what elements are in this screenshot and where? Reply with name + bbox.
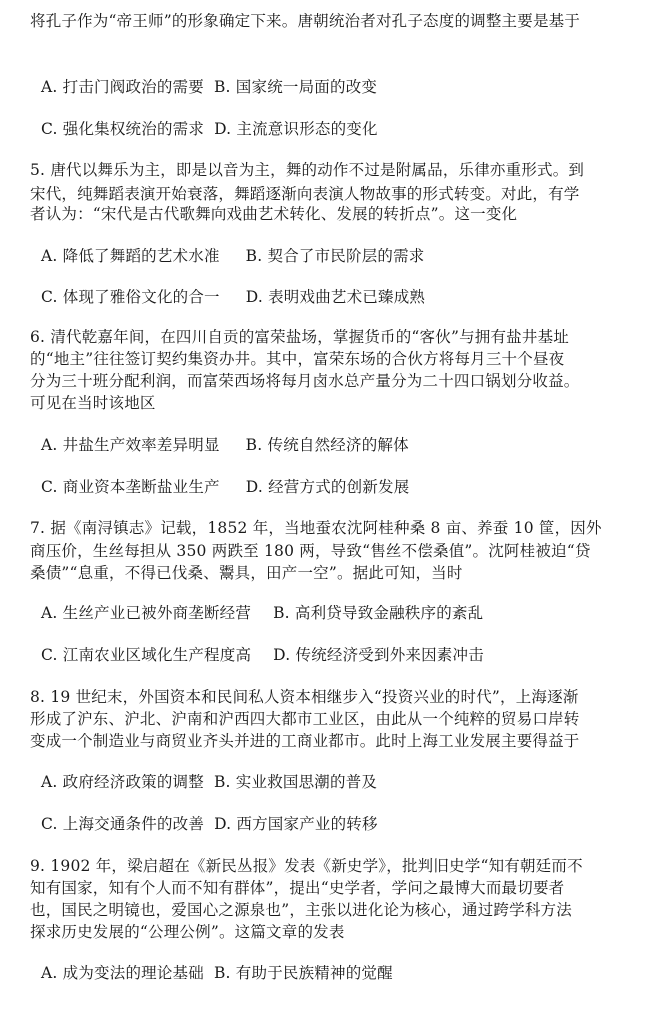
- option-c[interactable]: C. 江南农业区域化生产程度高: [41, 646, 252, 664]
- question-6-line-2: 的“地主”往往签订契约集资办井。其中，富荣东场的合伙方将每月三十个昼夜: [30, 350, 565, 368]
- option-b[interactable]: B. 契合了市民阶层的需求: [245, 247, 425, 265]
- option-d[interactable]: D. 经营方式的创新发展: [245, 478, 410, 496]
- question-9-line-1: 9. 1902 年，梁启超在《新民丛报》发表《新史学》，批判旧史学“知有朝廷而不: [30, 857, 583, 875]
- question-6-options-row-2: [41, 474, 409, 500]
- question-5-line-2: 宋代，纯舞蹈表演开始衰落，舞蹈逐渐向表演人物故事的形式转变。对此，有学: [30, 185, 580, 203]
- option-c[interactable]: C. 体现了雅俗文化的合一: [41, 288, 220, 306]
- option-b[interactable]: B. 有助于民族精神的觉醒: [213, 964, 393, 982]
- question-5-line-3: 者认为：“宋代是古代歌舞向戏曲艺术转化、发展的转折点”。这一变化: [30, 205, 518, 223]
- question-8-options-row-2: [41, 811, 378, 837]
- question-9-line-3: 也，国民之明镜也，爱国心之源泉也”，主张以进化论为核心，通过跨学科方法: [30, 901, 572, 919]
- option-b[interactable]: B. 传统自然经济的解体: [245, 436, 409, 454]
- question-4-line-1: 将孔子作为“帝王师”的形象确定下来。唐朝统治者对孔子态度的调整主要是基于: [30, 12, 581, 30]
- question-8-line-2: 形成了沪东、沪北、沪南和沪西四大都市工业区，由此从一个纯粹的贸易口岸转: [30, 710, 580, 728]
- question-7-line-3: 桑债”“息重，不得已伐桑、鬻具，田产一空”。据此可知，当时: [30, 564, 463, 582]
- question-7-options-row-2: [41, 642, 484, 668]
- question-4-options-row-2: [41, 116, 378, 142]
- option-a[interactable]: A. 政府经济政策的调整: [41, 773, 204, 791]
- option-a[interactable]: A. 降低了舞蹈的艺术水准: [41, 247, 220, 265]
- option-d[interactable]: D. 西方国家产业的转移: [214, 815, 378, 833]
- question-5-line-1: 5. 唐代以舞乐为主，即是以音为主，舞的动作不过是附属品，乐律亦重形式。到: [30, 161, 585, 179]
- question-6-line-4: 可见在当时该地区: [30, 394, 156, 412]
- question-8-options-row-1: [41, 769, 377, 795]
- option-c[interactable]: C. 强化集权统治的需求: [41, 120, 205, 138]
- question-6-options-row-1: [41, 432, 409, 458]
- question-4-options-row-1: [41, 74, 377, 100]
- option-a[interactable]: A. 打击门阀政治的需要: [41, 78, 204, 96]
- option-b[interactable]: B. 国家统一局面的改变: [213, 78, 378, 96]
- question-5-options-row-1: [41, 243, 425, 269]
- option-b[interactable]: B. 实业救国思潮的普及: [213, 773, 378, 791]
- question-8-line-3: 变成一个制造业与商贸业齐头并进的工商业都市。此时上海工业发展主要得益于: [30, 732, 580, 750]
- option-a[interactable]: A. 成为变法的理论基础: [41, 964, 204, 982]
- option-a[interactable]: A. 井盐生产效率差异明显: [41, 436, 220, 454]
- question-7-line-2: 商压价，生丝每担从 350 两跌至 180 两，导致“售丝不偿桑值”。沈阿桂被迫“贷: [30, 542, 591, 560]
- question-6-line-3: 分为三十班分配利润，而富荣西场将每月卤水总产量分为二十四口锅划分收益。: [30, 372, 580, 390]
- option-c[interactable]: C. 商业资本垄断盐业生产: [41, 478, 220, 496]
- option-c[interactable]: C. 上海交通条件的改善: [41, 815, 205, 833]
- question-8-line-1: 8. 19 世纪末，外国资本和民间私人资本相继步入“投资兴业的时代”，上海逐渐: [30, 688, 579, 706]
- option-d[interactable]: D. 传统经济受到外来因素冲击: [273, 646, 484, 664]
- option-a[interactable]: A. 生丝产业已被外商垄断经营: [41, 604, 252, 622]
- question-9-line-2: 知有国家，知有个人而不知有群体”，提出“史学者，学问之最博大而最切要者: [30, 879, 565, 897]
- question-9-options-row-1: [41, 960, 393, 986]
- question-9-line-4: 探求历史发展的“公理公例”。这篇文章的发表: [30, 923, 345, 941]
- option-b[interactable]: B. 高利贷导致金融秩序的紊乱: [273, 604, 484, 622]
- question-7-options-row-1: [41, 600, 483, 626]
- question-6-line-1: 6. 清代乾嘉年间，在四川自贡的富荣盐场，掌握货币的“客伙”与拥有盐井基址: [30, 328, 569, 346]
- question-5-options-row-2: [41, 284, 425, 310]
- option-d[interactable]: D. 表明戏曲艺术已臻成熟: [245, 288, 426, 306]
- option-d[interactable]: D. 主流意识形态的变化: [214, 120, 378, 138]
- question-7-line-1: 7. 据《南浔镇志》记载，1852 年，当地蚕农沈阿桂种桑 8 亩、养蚕 10 筐，因外: [30, 519, 602, 537]
